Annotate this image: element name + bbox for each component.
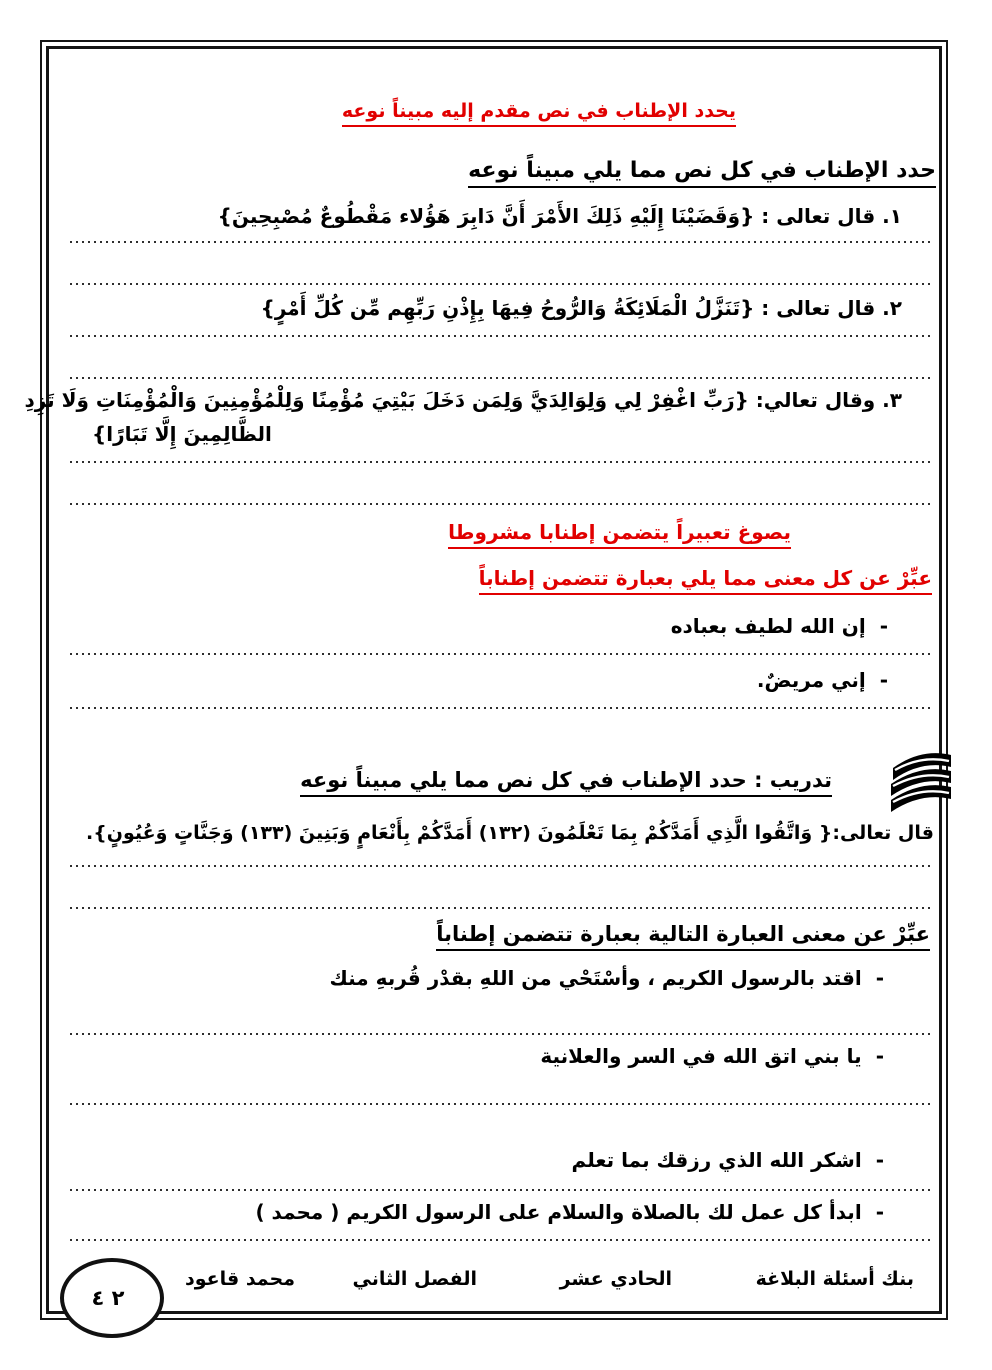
instruction-2 [56,566,936,590]
list-item [56,1148,936,1172]
answer-line[interactable] [70,652,934,655]
answer-line[interactable] [70,1102,934,1105]
answer-line[interactable] [70,906,934,909]
list-item-text: إن الله لطيف بعباده [670,614,866,638]
quran-quote-2: ٢. قال تعالى : {تَنَزَّلُ الْمَلَائِكَةُ وَالرُّوحُ فِيهَا بِإِذْنِ رَبِّهِم مِّن كُلِّ أَمْرٍ} [260,296,902,320]
footer-term: الفصل الثاني [352,1268,477,1290]
objective-title-1 [56,100,936,122]
answer-line[interactable] [70,502,934,505]
objective-title-2-text: يصوغ تعبيراً يتضمن إطنابا مشروطا [448,520,791,549]
objective-title-1-text: يحدد الإطناب في نص مقدم إليه مبيناً نوعه [342,100,736,127]
answer-line[interactable] [70,1032,934,1035]
answer-line[interactable] [70,1188,934,1191]
objective-title-2 [56,520,936,544]
page-number: ٢ ٤ [91,1286,125,1310]
answer-line[interactable] [70,1238,934,1241]
list-item [56,966,936,990]
list-item-text: يا بني اتق الله في السر والعلانية [540,1044,862,1068]
instruction-1 [56,158,936,183]
instruction-3-text: عبِّرْ عن معنى العبارة التالية بعبارة تتضمن إطناباً [436,922,930,951]
answer-line[interactable] [70,376,934,379]
page-number-badge [60,1258,164,1338]
bullet-dash: - [875,1148,884,1172]
bullet-dash: - [875,1200,884,1224]
quran-quote-3-line1: ٣. وقال تعالي: {رَبِّ اغْفِرْ لِي وَلِوَالِدَيَّ وَلِمَن دَخَلَ بَيْتِيَ مُؤْمِنًا وَلِلْمُؤْمِنِينَ وَالْمُؤْمِنَاتِ وَلَا تَزِدِ [24,388,902,412]
answer-line[interactable] [70,460,934,463]
answer-line[interactable] [70,706,934,709]
answer-line[interactable] [70,282,934,285]
bullet-dash: - [875,1044,884,1068]
instruction-2-text: عبِّرْ عن كل معنى مما يلي بعبارة تتضمن إطناباً [479,566,932,595]
answer-line[interactable] [70,334,934,337]
training-heading [56,768,936,792]
list-item [56,614,936,638]
instruction-1-text: حدد الإطناب في كل نص مما يلي مبيناً نوعه [468,158,936,188]
answer-line[interactable] [70,240,934,243]
bullet-dash: - [875,966,884,990]
quran-quote-3-line2: الظَّالِمِينَ إِلَّا تَبَارًا} [92,422,272,446]
list-item [56,1200,936,1224]
bullet-dash: - [879,668,888,692]
footer-grade: الحادي عشر [559,1268,672,1290]
answer-line[interactable] [70,864,934,867]
list-item [56,1044,936,1068]
list-item-text: اشكر الله الذي رزقك بما تعلم [571,1148,862,1172]
list-item-text: اقتد بالرسول الكريم ، وأسْتَحْي من اللهِ بقدْر قُربهِ منك [329,966,862,990]
footer-book-title: بنك أسئلة البلاغة [755,1268,914,1290]
instruction-3 [56,922,936,946]
quran-quote-1: ١. قال تعالى : {وَقَضَيْنَا إِلَيْهِ ذَلِكَ الأَمْرَ أَنَّ دَابِرَ هَؤُلاء مَقْطُوعٌ مُصْبِحِينَ} [217,204,902,228]
list-item-text: إني مريضٌ. [756,668,866,692]
training-heading-text: تدريب : حدد الإطناب في كل نص مما يلي مبيناً نوعه [300,768,832,797]
list-item-text: ابدأ كل عمل لك بالصلاة والسلام على الرسول الكريم ( محمد ) [255,1200,862,1224]
list-item [56,668,936,692]
training-quran-quote: قال تعالى:{ وَاتَّقُوا الَّذِي أَمَدَّكُمْ بِمَا تَعْلَمُونَ (١٣٢) أَمَدَّكُمْ بِأَنْعَامٍ وَبَنِينَ (١٣٣) وَجَنَّاتٍ وَعُيُونٍ}. [85,822,934,844]
bullet-dash: - [879,614,888,638]
footer-author: محمد قاعود [184,1268,295,1290]
